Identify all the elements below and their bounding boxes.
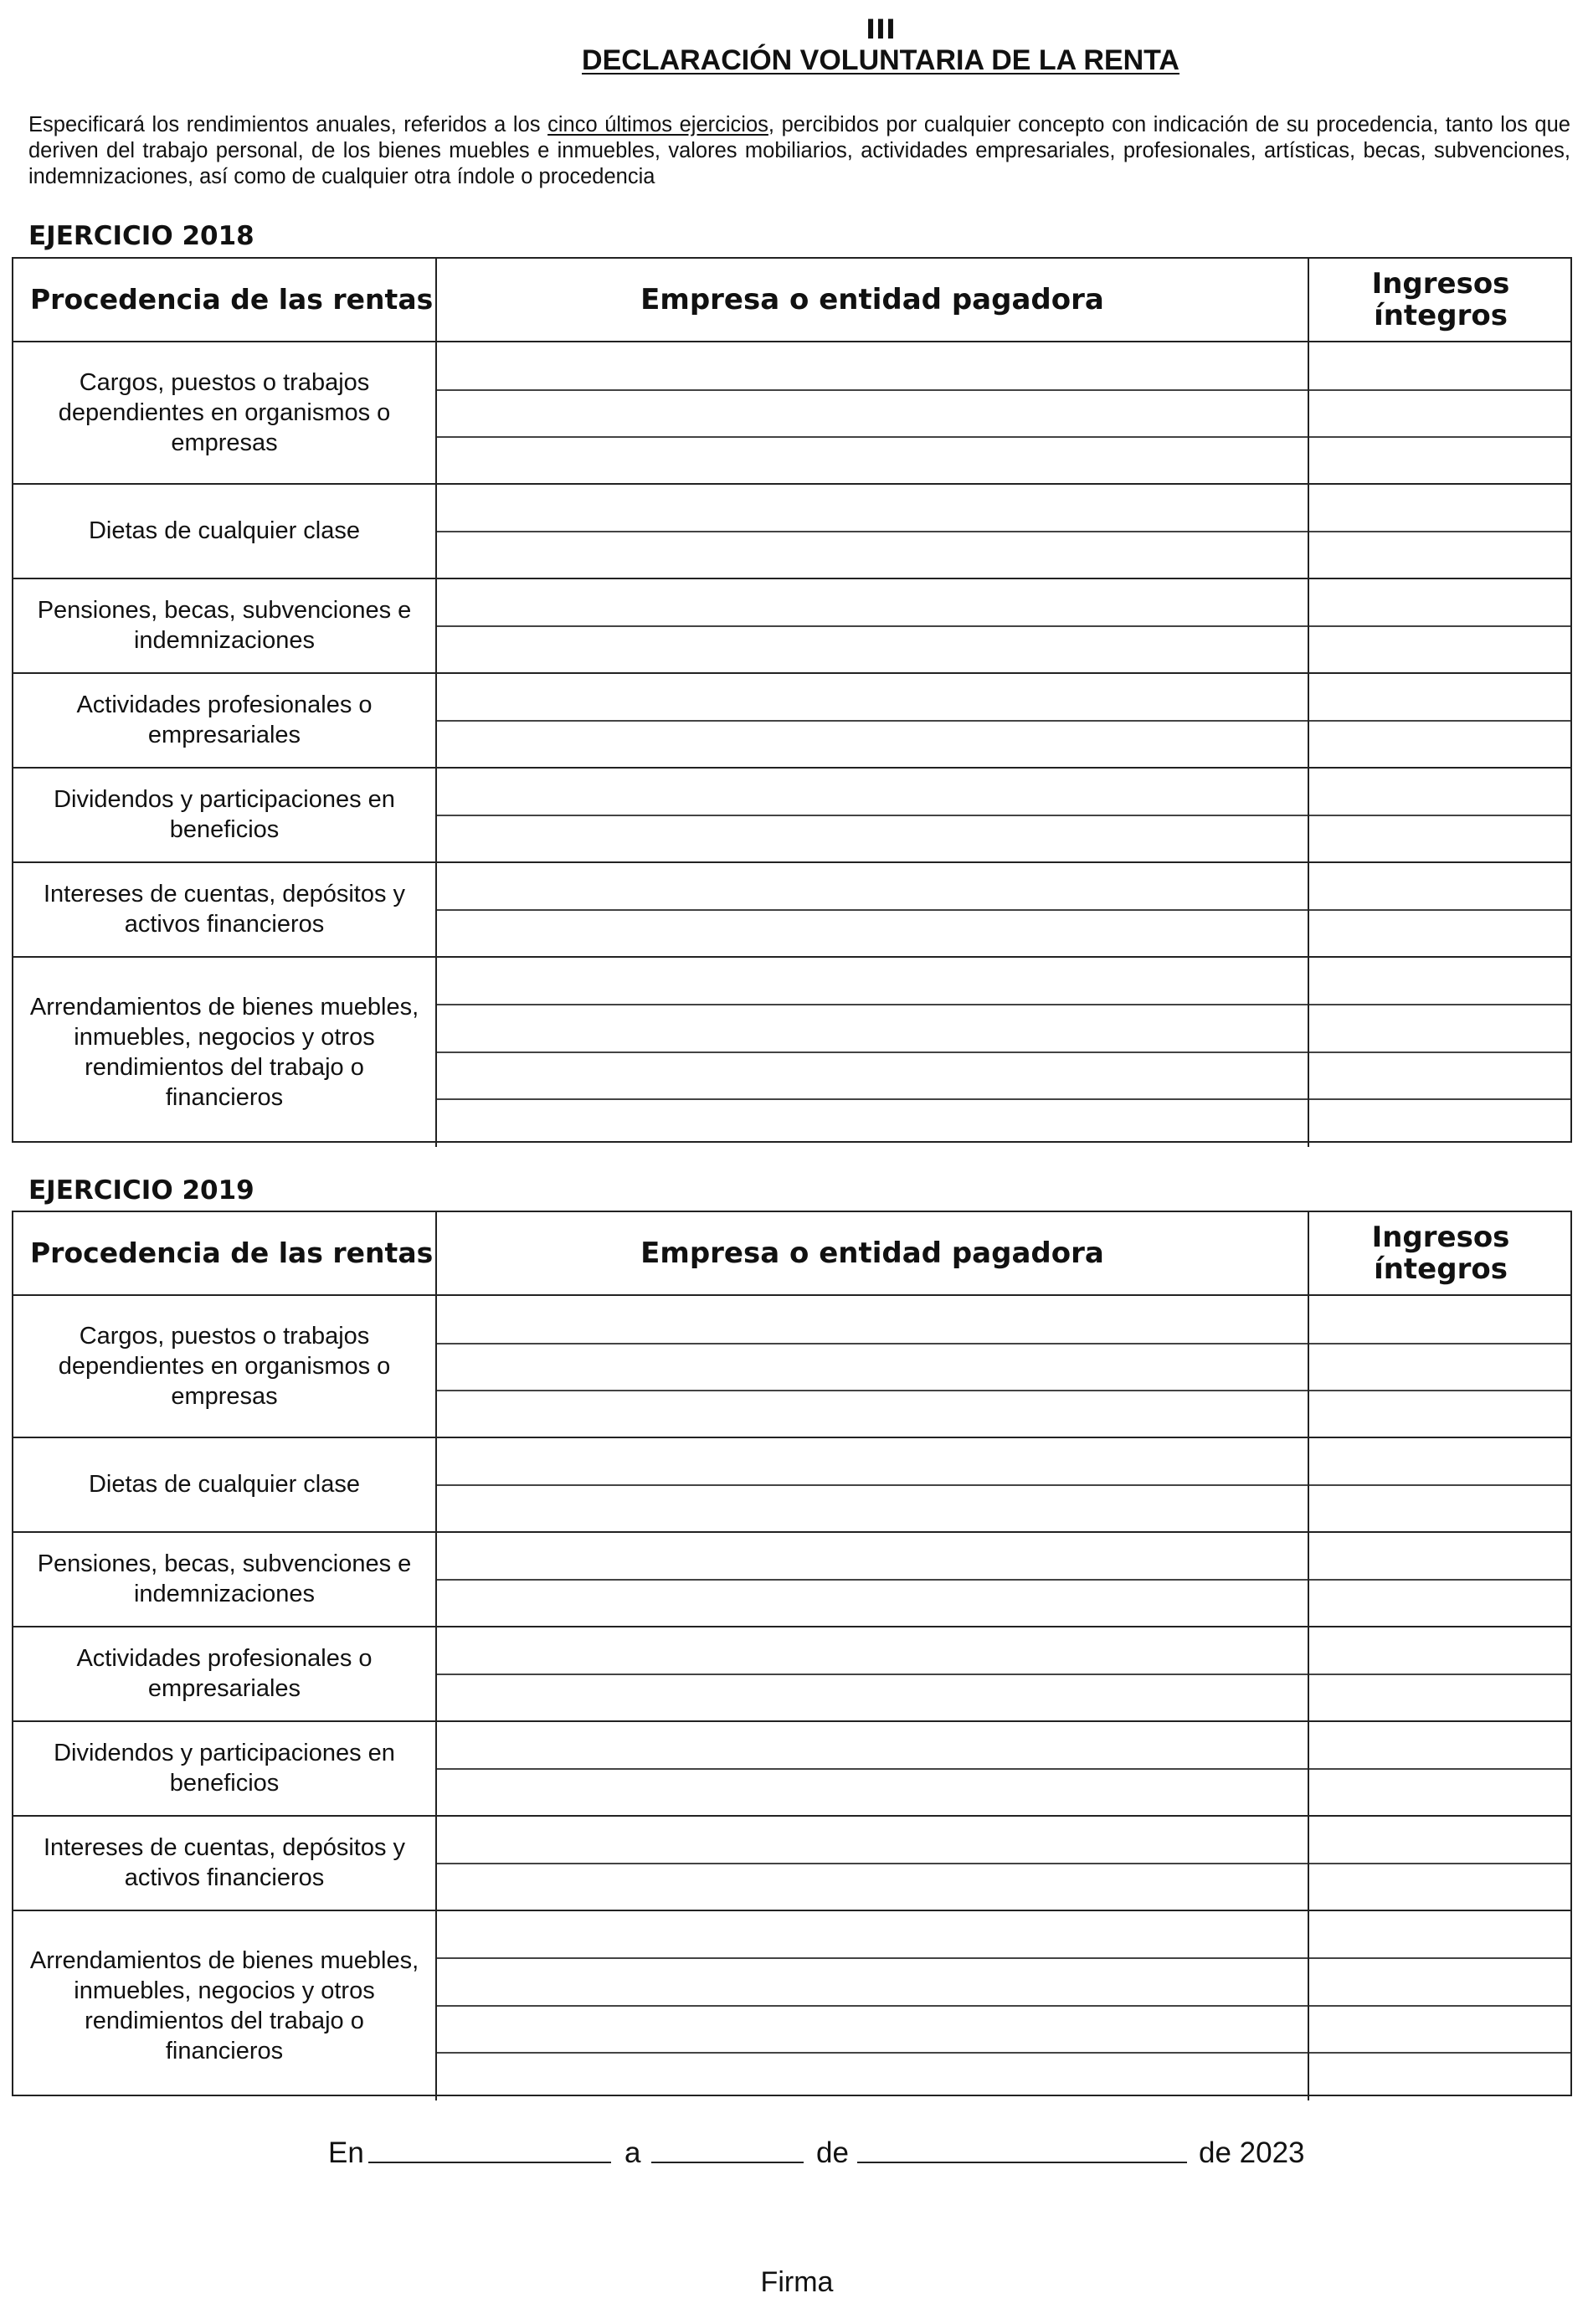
- row-label: Intereses de cuentas, depósitos y activos financieros: [13, 1817, 437, 1910]
- section-title-2019: EJERCICIO 2019: [28, 1175, 254, 1206]
- header-origin: Procedencia de las rentas: [13, 1212, 437, 1294]
- payer-cell[interactable]: [437, 1911, 1309, 2100]
- payer-cell[interactable]: [437, 1722, 1309, 1815]
- payer-cell[interactable]: [437, 769, 1309, 861]
- header-income: Ingresos íntegros: [1371, 267, 1510, 332]
- table-row: [13, 485, 1570, 579]
- entry-line: [1309, 1343, 1570, 1345]
- entry-line: [437, 720, 1308, 722]
- entry-line: [437, 1343, 1308, 1345]
- row-label: Actividades profesionales o empresariales: [13, 674, 437, 767]
- table-row: [13, 958, 1570, 1147]
- table-row: [13, 769, 1570, 863]
- entry-line: [1309, 1390, 1570, 1391]
- payer-cell[interactable]: [437, 1533, 1309, 1626]
- intro-underlined: cinco últimos ejercicios: [547, 113, 768, 136]
- day-prefix: a: [624, 2136, 641, 2169]
- entry-line: [1309, 1004, 1570, 1005]
- entry-line: [437, 1390, 1308, 1391]
- row-label: Cargos, puestos o trabajos dependientes en organismos o empresas: [13, 342, 437, 483]
- payer-cell[interactable]: [437, 863, 1309, 956]
- entry-line: [437, 909, 1308, 911]
- entry-line: [1309, 389, 1570, 391]
- payer-cell[interactable]: [437, 674, 1309, 767]
- income-cell[interactable]: [1309, 1817, 1570, 1910]
- entry-line: [437, 2005, 1308, 2007]
- income-cell[interactable]: [1309, 1438, 1570, 1531]
- table-row: [13, 1438, 1570, 1533]
- income-table-2019: [12, 1211, 1572, 2096]
- document-title: DECLARACIÓN VOLUNTARIA DE LA RENTA: [582, 44, 1179, 76]
- entry-line: [1309, 909, 1570, 911]
- row-label: Arrendamientos de bienes muebles, inmuebles, negocios y otros rendimientos del trabajo o financieros: [13, 958, 437, 1147]
- table-header: [13, 1212, 1570, 1296]
- entry-line: [1309, 1674, 1570, 1675]
- row-label: Dividendos y participaciones en beneficios: [13, 1722, 437, 1815]
- row-label: Intereses de cuentas, depósitos y activos financieros: [13, 863, 437, 956]
- entry-line: [437, 625, 1308, 627]
- row-label: Pensiones, becas, subvenciones e indemnizaciones: [13, 1533, 437, 1626]
- row-label: Dividendos y participaciones en beneficios: [13, 769, 437, 861]
- entry-line: [437, 2052, 1308, 2054]
- month-prefix: de: [816, 2136, 849, 2169]
- entry-line: [437, 1098, 1308, 1100]
- table-row: [13, 1722, 1570, 1817]
- entry-line: [1309, 2052, 1570, 2054]
- income-cell[interactable]: [1309, 674, 1570, 767]
- header-income: Ingresos íntegros: [1371, 1221, 1510, 1286]
- entry-line: [437, 531, 1308, 532]
- place-field[interactable]: [368, 2136, 611, 2163]
- income-cell[interactable]: [1309, 1533, 1570, 1626]
- table-row: [13, 1911, 1570, 2100]
- entry-line: [437, 815, 1308, 816]
- section-number: III: [866, 13, 896, 45]
- year-text: de 2023: [1199, 2136, 1305, 2169]
- entry-line: [1309, 2005, 1570, 2007]
- income-cell[interactable]: [1309, 1911, 1570, 2100]
- row-label: Dietas de cualquier clase: [13, 485, 437, 578]
- table-header: [13, 259, 1570, 342]
- entry-line: [1309, 1579, 1570, 1581]
- payer-cell[interactable]: [437, 1627, 1309, 1720]
- entry-line: [1309, 1051, 1570, 1053]
- header-origin: Procedencia de las rentas: [13, 259, 437, 341]
- entry-line: [437, 1051, 1308, 1053]
- place-prefix: En: [328, 2136, 364, 2169]
- entry-line: [1309, 1768, 1570, 1770]
- entry-line: [1309, 625, 1570, 627]
- entry-line: [437, 436, 1308, 438]
- entry-line: [1309, 531, 1570, 532]
- payer-cell[interactable]: [437, 579, 1309, 672]
- row-label: Cargos, puestos o trabajos dependientes en organismos o empresas: [13, 1296, 437, 1437]
- entry-line: [1309, 1098, 1570, 1100]
- income-cell[interactable]: [1309, 769, 1570, 861]
- entry-line: [1309, 1863, 1570, 1864]
- month-field[interactable]: [857, 2136, 1187, 2163]
- entry-line: [437, 1484, 1308, 1486]
- entry-line: [1309, 1484, 1570, 1486]
- income-table-2018: [12, 257, 1572, 1143]
- day-field[interactable]: [651, 2136, 804, 2163]
- entry-line: [437, 389, 1308, 391]
- entry-line: [437, 1863, 1308, 1864]
- table-row: [13, 579, 1570, 674]
- row-label: Arrendamientos de bienes muebles, inmuebles, negocios y otros rendimientos del trabajo o financieros: [13, 1911, 437, 2100]
- entry-line: [1309, 1957, 1570, 1959]
- entry-line: [1309, 436, 1570, 438]
- payer-cell[interactable]: [437, 958, 1309, 1147]
- payer-cell[interactable]: [437, 1438, 1309, 1531]
- income-cell[interactable]: [1309, 863, 1570, 956]
- table-row: [13, 1627, 1570, 1722]
- income-cell[interactable]: [1309, 958, 1570, 1147]
- payer-cell[interactable]: [437, 485, 1309, 578]
- section-title-2018: EJERCICIO 2018: [28, 221, 254, 251]
- income-cell[interactable]: [1309, 1722, 1570, 1815]
- header-payer: Empresa o entidad pagadora: [437, 259, 1309, 341]
- income-cell[interactable]: [1309, 485, 1570, 578]
- income-cell[interactable]: [1309, 1296, 1570, 1437]
- row-label: Actividades profesionales o empresariales: [13, 1627, 437, 1720]
- payer-cell[interactable]: [437, 342, 1309, 483]
- income-cell[interactable]: [1309, 579, 1570, 672]
- payer-cell[interactable]: [437, 1817, 1309, 1910]
- table-row: [13, 1817, 1570, 1911]
- income-cell[interactable]: [1309, 342, 1570, 483]
- table-row: [13, 863, 1570, 958]
- entry-line: [437, 1674, 1308, 1675]
- entry-line: [437, 1768, 1308, 1770]
- row-label: Dietas de cualquier clase: [13, 1438, 437, 1531]
- entry-line: [1309, 815, 1570, 816]
- signature-label: Firma: [760, 2266, 834, 2298]
- entry-line: [1309, 720, 1570, 722]
- table-row: [13, 1533, 1570, 1627]
- table-row: [13, 342, 1570, 485]
- header-payer: Empresa o entidad pagadora: [437, 1212, 1309, 1294]
- table-row: [13, 674, 1570, 769]
- intro-paragraph: Especificará los rendimientos anuales, referidos a los cinco últimos ejercicios, percibidos por cualquier concepto con indicación de su procedencia, tanto los que deriven del trabajo personal, de los bienes muebles e inmuebles, valores mobiliarios, actividades empresariales, profesionales, artísticas, becas, subvenciones, indemnizaciones, así como de cualquier otra índole o procedencia: [28, 113, 1570, 188]
- row-label: Pensiones, becas, subvenciones e indemnizaciones: [13, 579, 437, 672]
- entry-line: [437, 1579, 1308, 1581]
- payer-cell[interactable]: [437, 1296, 1309, 1437]
- income-cell[interactable]: [1309, 1627, 1570, 1720]
- table-row: [13, 1296, 1570, 1438]
- entry-line: [437, 1004, 1308, 1005]
- entry-line: [437, 1957, 1308, 1959]
